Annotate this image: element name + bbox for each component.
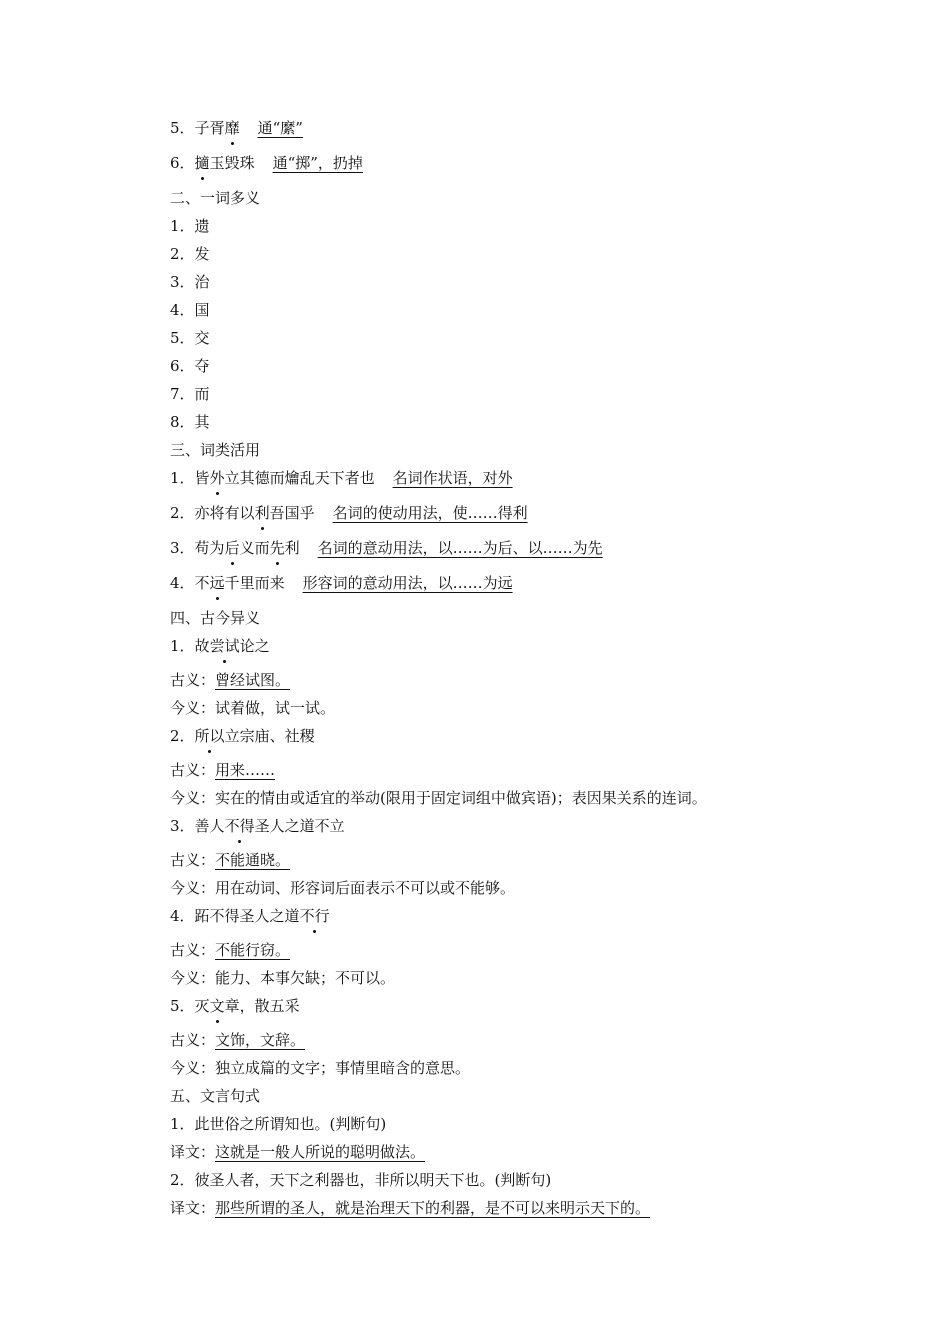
tongjia-item-5 xyxy=(170,118,870,153)
gu-label: 古义： xyxy=(170,671,216,689)
dotted-character: 擿 xyxy=(194,154,210,172)
conversion-item-2 xyxy=(170,503,870,538)
section-heading-conversion: 三、词类活用 xyxy=(170,441,261,459)
answer-text: 这就是一般人所说的聪明做法。 xyxy=(215,1143,426,1161)
sentence-text: 义而 xyxy=(239,539,270,557)
dotted-character: 不得 xyxy=(224,817,255,835)
section-heading-sentence-patterns: 五、文言句式 xyxy=(170,1087,261,1105)
polysemy-item: 4．国 xyxy=(170,301,210,319)
item-number: 3． xyxy=(170,539,195,557)
jin-label: 今义： xyxy=(170,879,216,897)
jin-meaning xyxy=(170,878,870,906)
sentence-text: 立其德而爚乱天下者也 xyxy=(224,469,375,487)
sentence-text: 灭 xyxy=(194,997,210,1015)
sentence-text: 子胥 xyxy=(194,119,225,137)
polysemy-item: 1．遗 xyxy=(170,217,210,235)
jin-text: 能力、本事欠缺；不可以。 xyxy=(215,969,396,987)
answer-text: 通“掷”，扔掉 xyxy=(272,154,363,172)
jin-label: 今义： xyxy=(170,789,216,807)
document-page xyxy=(170,118,870,1226)
sentence-text: 玉毁珠 xyxy=(209,154,255,172)
conversion-item-3 xyxy=(170,538,870,573)
answer-text: 不能通晓。 xyxy=(215,851,291,869)
jin-text: 试着做，试一试。 xyxy=(215,699,336,717)
sentence-item-2: 2．彼圣人者，天下之利器也，非所以明天下也。(判断句) xyxy=(170,1171,552,1189)
dotted-character: 远 xyxy=(209,574,225,592)
item-number: 4． xyxy=(170,574,195,592)
gu-meaning xyxy=(170,1030,870,1058)
gujin-item-3 xyxy=(170,816,870,850)
item-number: 1． xyxy=(170,469,195,487)
jin-label: 今义： xyxy=(170,969,216,987)
item-number: 1． xyxy=(170,637,195,655)
polysemy-item: 6．夺 xyxy=(170,357,210,375)
item-number: 4． xyxy=(170,907,195,925)
answer-text: 用来…… xyxy=(215,761,276,779)
section-heading-gujin: 四、古今异义 xyxy=(170,609,261,627)
sentence-text: 善人 xyxy=(194,817,225,835)
conversion-item-4 xyxy=(170,573,870,608)
gu-label: 古义： xyxy=(170,851,216,869)
sentence-text: 立宗庙、社稷 xyxy=(224,727,315,745)
translation-line xyxy=(170,1198,870,1226)
sentence-text: 跖不得圣人之道 xyxy=(194,907,300,925)
sentence-text: 吾国乎 xyxy=(269,504,315,522)
gujin-item-4 xyxy=(170,906,870,940)
item-number: 5． xyxy=(170,997,195,1015)
dotted-character: 不行 xyxy=(299,907,330,925)
polysemy-item: 3．治 xyxy=(170,273,210,291)
gu-meaning xyxy=(170,760,870,788)
sentence-text: 苟为 xyxy=(194,539,225,557)
dotted-character: 外 xyxy=(209,469,225,487)
answer-text: 曾经试图。 xyxy=(215,671,291,689)
sentence-text: 不 xyxy=(194,574,210,592)
item-number: 2． xyxy=(170,727,195,745)
answer-text: 名词作状语，对外 xyxy=(392,469,513,487)
jin-text: 实在的情由或适宜的举动(限用于固定词组中做宾语)；表因果关系的连词。 xyxy=(215,789,707,807)
translation-label: 译文： xyxy=(170,1199,216,1217)
translation-line xyxy=(170,1142,870,1170)
sentence-item-1: 1．此世俗之所谓知也。(判断句) xyxy=(170,1115,387,1133)
sentence-text: 章，散五采 xyxy=(224,997,300,1015)
answer-text: 那些所谓的圣人，就是治理天下的利器，是不可以来明示天下的。 xyxy=(215,1199,651,1217)
gu-label: 古义： xyxy=(170,1031,216,1049)
answer-text: 名词的使动用法，使……得利 xyxy=(332,504,528,522)
polysemy-item: 8．其 xyxy=(170,413,210,431)
item-number: 3． xyxy=(170,817,195,835)
polysemy-item: 5．交 xyxy=(170,329,210,347)
answer-text: 名词的意动用法，以……为后、以……为先 xyxy=(317,539,603,557)
dotted-character: 所以 xyxy=(194,727,225,745)
dotted-character: 尝试 xyxy=(209,637,240,655)
gu-meaning xyxy=(170,940,870,968)
item-number: 2． xyxy=(170,504,195,522)
gu-meaning xyxy=(170,670,870,698)
answer-text: 通“縻” xyxy=(257,119,303,137)
jin-text: 用在动词、形容词后面表示不可以或不能够。 xyxy=(215,879,516,897)
sentence-text: 千里而来 xyxy=(224,574,285,592)
dotted-character: 文 xyxy=(209,997,225,1015)
dotted-character: 靡 xyxy=(224,119,240,137)
gu-label: 古义： xyxy=(170,941,216,959)
gujin-item-5 xyxy=(170,996,870,1030)
jin-meaning xyxy=(170,968,870,996)
jin-meaning xyxy=(170,1058,870,1086)
section-heading-polysemy: 二、一词多义 xyxy=(170,189,261,207)
sentence-text: 圣人之道不立 xyxy=(254,817,345,835)
sentence-text: 皆 xyxy=(194,469,210,487)
dotted-character: 利 xyxy=(254,504,270,522)
jin-label: 今义： xyxy=(170,699,216,717)
item-number: 5． xyxy=(170,119,195,137)
gujin-item-2 xyxy=(170,726,870,760)
sentence-text: 亦将有以 xyxy=(194,504,255,522)
sentence-text: 利 xyxy=(284,539,300,557)
jin-meaning xyxy=(170,698,870,726)
sentence-text: 故 xyxy=(194,637,210,655)
translation-label: 译文： xyxy=(170,1143,216,1161)
jin-label: 今义： xyxy=(170,1059,216,1077)
answer-text: 不能行窃。 xyxy=(215,941,291,959)
polysemy-item: 2．发 xyxy=(170,245,210,263)
jin-meaning xyxy=(170,788,870,816)
answer-text: 形容词的意动用法，以……为远 xyxy=(302,574,513,592)
jin-text: 独立成篇的文字；事情里暗含的意思。 xyxy=(215,1059,471,1077)
dotted-character: 后 xyxy=(224,539,240,557)
gu-meaning xyxy=(170,850,870,878)
gu-label: 古义： xyxy=(170,761,216,779)
polysemy-item: 7．而 xyxy=(170,385,210,403)
item-number: 6． xyxy=(170,154,195,172)
gujin-item-1 xyxy=(170,636,870,670)
answer-text: 文饰，文辞。 xyxy=(215,1031,306,1049)
dotted-character: 先 xyxy=(269,539,285,557)
conversion-item-1 xyxy=(170,468,870,503)
sentence-text: 论之 xyxy=(239,637,270,655)
tongjia-item-6 xyxy=(170,153,870,188)
